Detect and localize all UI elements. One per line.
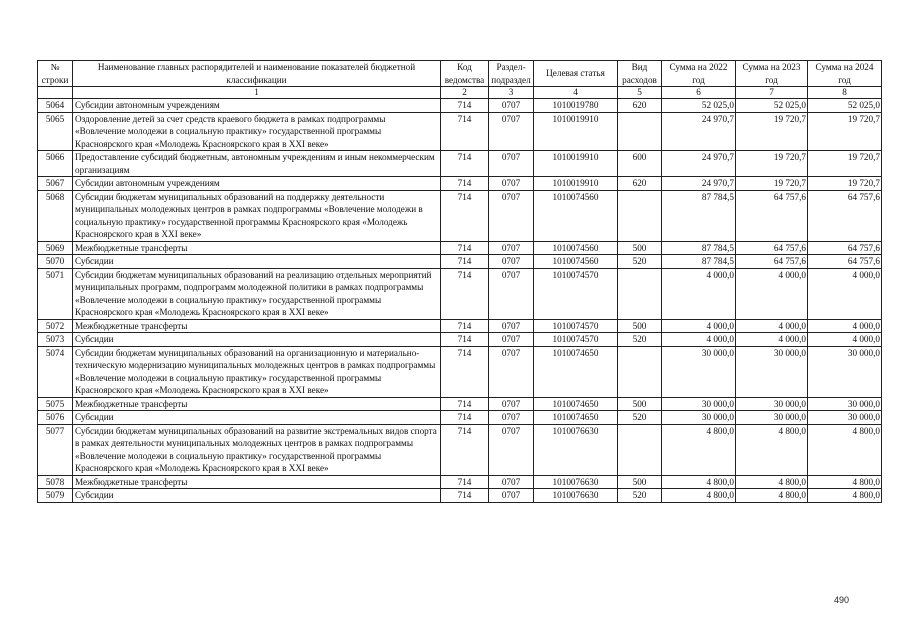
row-dept-code: 714: [441, 190, 489, 241]
table-row: [38, 112, 882, 151]
table-row: [38, 177, 882, 191]
row-expense-kind: 520: [618, 411, 662, 425]
column-index: 7: [736, 87, 808, 99]
row-dept-code: 714: [441, 241, 489, 255]
row-name: Межбюджетные трансферты: [73, 241, 441, 255]
row-amount-2024: 4 800,0: [808, 489, 882, 503]
row-amount-2024: 4 000,0: [808, 319, 882, 333]
table-row: [38, 255, 882, 269]
row-amount-2022: 4 000,0: [662, 268, 736, 319]
row-amount-2022: 87 784,5: [662, 255, 736, 269]
row-expense-kind: [618, 190, 662, 241]
row-amount-2023: 4 800,0: [736, 489, 808, 503]
row-number: 5076: [38, 411, 73, 425]
row-section-code: 0707: [489, 424, 534, 475]
row-amount-2024: 4 800,0: [808, 424, 882, 475]
column-index-row: [38, 87, 882, 99]
row-dept-code: 714: [441, 475, 489, 489]
row-number: 5064: [38, 99, 73, 113]
row-target-article: 1010074650: [534, 411, 618, 425]
row-amount-2023: 19 720,7: [736, 177, 808, 191]
budget-table-sheet: [37, 60, 881, 503]
row-number: 5075: [38, 397, 73, 411]
row-target-article: 1010074650: [534, 397, 618, 411]
row-number: 5074: [38, 346, 73, 397]
row-amount-2023: 64 757,6: [736, 241, 808, 255]
table-row: [38, 268, 882, 319]
row-number: 5069: [38, 241, 73, 255]
row-amount-2022: 30 000,0: [662, 346, 736, 397]
row-dept-code: 714: [441, 255, 489, 269]
row-amount-2022: 4 000,0: [662, 333, 736, 347]
row-number: 5072: [38, 319, 73, 333]
row-amount-2024: 4 000,0: [808, 333, 882, 347]
row-target-article: 1010074560: [534, 241, 618, 255]
row-target-article: 1010076630: [534, 424, 618, 475]
row-number: 5071: [38, 268, 73, 319]
row-target-article: 1010019780: [534, 99, 618, 113]
row-section-code: 0707: [489, 333, 534, 347]
row-amount-2022: 30 000,0: [662, 411, 736, 425]
row-name: Межбюджетные трансферты: [73, 319, 441, 333]
column-index: 8: [808, 87, 882, 99]
row-section-code: 0707: [489, 112, 534, 151]
row-number: 5068: [38, 190, 73, 241]
row-amount-2022: 87 784,5: [662, 190, 736, 241]
row-amount-2024: 30 000,0: [808, 411, 882, 425]
row-name: Предоставление субсидий бюджетным, автономным учреждениям и иным некоммерческим организациям: [73, 151, 441, 177]
row-dept-code: 714: [441, 177, 489, 191]
row-amount-2022: 24 970,7: [662, 177, 736, 191]
row-section-code: 0707: [489, 190, 534, 241]
row-expense-kind: [618, 346, 662, 397]
row-number: 5077: [38, 424, 73, 475]
row-amount-2023: 30 000,0: [736, 346, 808, 397]
table-body: [38, 99, 882, 503]
row-amount-2022: 24 970,7: [662, 151, 736, 177]
row-dept-code: 714: [441, 489, 489, 503]
row-target-article: 1010074650: [534, 346, 618, 397]
column-index: 4: [534, 87, 618, 99]
row-amount-2023: 4 800,0: [736, 424, 808, 475]
row-amount-2024: 52 025,0: [808, 99, 882, 113]
table-row: [38, 346, 882, 397]
row-dept-code: 714: [441, 424, 489, 475]
table-row: [38, 333, 882, 347]
row-target-article: 1010019910: [534, 177, 618, 191]
row-number: 5078: [38, 475, 73, 489]
row-amount-2024: 4 000,0: [808, 268, 882, 319]
row-section-code: 0707: [489, 241, 534, 255]
row-amount-2024: 64 757,6: [808, 241, 882, 255]
row-amount-2024: 64 757,6: [808, 190, 882, 241]
row-name: Субсидии автономным учреждениям: [73, 177, 441, 191]
row-expense-kind: 620: [618, 177, 662, 191]
row-dept-code: 714: [441, 268, 489, 319]
row-expense-kind: 500: [618, 397, 662, 411]
row-section-code: 0707: [489, 319, 534, 333]
row-expense-kind: 520: [618, 333, 662, 347]
table-row: [38, 475, 882, 489]
table-row: [38, 151, 882, 177]
column-index: 6: [662, 87, 736, 99]
row-section-code: 0707: [489, 99, 534, 113]
column-index: 5: [618, 87, 662, 99]
row-name: Субсидии: [73, 489, 441, 503]
row-name: Субсидии бюджетам муниципальных образований на развитие экстремальных видов спорта в рамках деятельности муниципальных молодежных центров в рамках подпрограммы «Вовлечение молодежи в социальную практику» государственной программы Красноярского края «Молодежь Красноярского края в XXI веке»: [73, 424, 441, 475]
header-dept: Код ведомства: [441, 61, 489, 87]
row-name: Субсидии бюджетам муниципальных образований на реализацию отдельных мероприятий муниципальных программ, подпрограмм молодежной политики в рамках подпрограммы «Вовлечение молодежи в социальную практику» государственной программы Красноярского края «Молодежь Красноярского края в XXI веке»: [73, 268, 441, 319]
row-number: 5065: [38, 112, 73, 151]
row-amount-2023: 19 720,7: [736, 112, 808, 151]
row-dept-code: 714: [441, 99, 489, 113]
row-expense-kind: 520: [618, 489, 662, 503]
table-row: [38, 489, 882, 503]
row-name: Оздоровление детей за счет средств краевого бюджета в рамках подпрограммы «Вовлечение молодежи в социальную практику» государственной программы Красноярского края «Молодежь Красноярского края в XXI веке»: [73, 112, 441, 151]
row-amount-2022: 4 800,0: [662, 489, 736, 503]
row-amount-2022: 4 000,0: [662, 319, 736, 333]
row-target-article: 1010076630: [534, 489, 618, 503]
row-expense-kind: 500: [618, 319, 662, 333]
row-target-article: 1010019910: [534, 151, 618, 177]
row-amount-2022: 4 800,0: [662, 475, 736, 489]
row-amount-2023: 30 000,0: [736, 411, 808, 425]
row-amount-2024: 30 000,0: [808, 397, 882, 411]
row-target-article: 1010074570: [534, 319, 618, 333]
row-target-article: 1010019910: [534, 112, 618, 151]
row-amount-2024: 64 757,6: [808, 255, 882, 269]
table-row: [38, 190, 882, 241]
row-section-code: 0707: [489, 151, 534, 177]
row-section-code: 0707: [489, 255, 534, 269]
row-dept-code: 714: [441, 397, 489, 411]
header-kind: Вид расходов: [618, 61, 662, 87]
table-row: [38, 397, 882, 411]
row-amount-2023: 30 000,0: [736, 397, 808, 411]
row-dept-code: 714: [441, 346, 489, 397]
row-expense-kind: 500: [618, 475, 662, 489]
row-amount-2023: 4 000,0: [736, 333, 808, 347]
row-expense-kind: 600: [618, 151, 662, 177]
column-index: [38, 87, 73, 99]
row-amount-2022: 4 800,0: [662, 424, 736, 475]
budget-table: [37, 60, 882, 503]
row-number: 5066: [38, 151, 73, 177]
row-dept-code: 714: [441, 411, 489, 425]
table-row: [38, 424, 882, 475]
row-section-code: 0707: [489, 489, 534, 503]
row-section-code: 0707: [489, 411, 534, 425]
row-amount-2023: 19 720,7: [736, 151, 808, 177]
row-amount-2023: 64 757,6: [736, 255, 808, 269]
table-row: [38, 99, 882, 113]
row-amount-2022: 24 970,7: [662, 112, 736, 151]
row-name: Субсидии автономным учреждениям: [73, 99, 441, 113]
row-name: Субсидии бюджетам муниципальных образований на поддержку деятельности муниципальных молодежных центров в рамках подпрограммы «Вовлечение молодежи в социальную практику» государственной программы Красноярского края «Молодежь Красноярского края в XXI веке»: [73, 190, 441, 241]
column-index: 2: [441, 87, 489, 99]
row-expense-kind: 520: [618, 255, 662, 269]
column-index: 1: [73, 87, 441, 99]
header-section: Раздел-подраздел: [489, 61, 534, 87]
table-row: [38, 411, 882, 425]
row-amount-2024: 19 720,7: [808, 112, 882, 151]
row-section-code: 0707: [489, 268, 534, 319]
row-amount-2022: 52 025,0: [662, 99, 736, 113]
row-expense-kind: [618, 424, 662, 475]
row-target-article: 1010074560: [534, 255, 618, 269]
row-number: 5067: [38, 177, 73, 191]
row-expense-kind: [618, 268, 662, 319]
row-amount-2024: 19 720,7: [808, 151, 882, 177]
row-name: Субсидии: [73, 255, 441, 269]
row-amount-2024: 19 720,7: [808, 177, 882, 191]
row-name: Межбюджетные трансферты: [73, 397, 441, 411]
header-row: [38, 61, 882, 87]
row-dept-code: 714: [441, 333, 489, 347]
row-name: Субсидии: [73, 333, 441, 347]
row-section-code: 0707: [489, 346, 534, 397]
row-amount-2024: 4 800,0: [808, 475, 882, 489]
header-y2022: Сумма на 2022 год: [662, 61, 736, 87]
row-number: 5079: [38, 489, 73, 503]
row-section-code: 0707: [489, 177, 534, 191]
row-target-article: 1010076630: [534, 475, 618, 489]
header-y2023: Сумма на 2023 год: [736, 61, 808, 87]
row-dept-code: 714: [441, 319, 489, 333]
row-expense-kind: 620: [618, 99, 662, 113]
header-target: Целевая статья: [534, 61, 618, 87]
header-name: Наименование главных распорядителей и наименование показателей бюджетной классификации: [73, 61, 441, 87]
row-dept-code: 714: [441, 112, 489, 151]
header-num: № строки: [38, 61, 73, 87]
row-number: 5073: [38, 333, 73, 347]
row-amount-2024: 30 000,0: [808, 346, 882, 397]
row-amount-2022: 30 000,0: [662, 397, 736, 411]
row-section-code: 0707: [489, 475, 534, 489]
row-amount-2023: 4 800,0: [736, 475, 808, 489]
row-expense-kind: [618, 112, 662, 151]
row-amount-2022: 87 784,5: [662, 241, 736, 255]
row-amount-2023: 64 757,6: [736, 190, 808, 241]
row-amount-2023: 52 025,0: [736, 99, 808, 113]
page-number: 490: [833, 595, 849, 605]
header-y2024: Сумма на 2024 год: [808, 61, 882, 87]
row-target-article: 1010074560: [534, 190, 618, 241]
row-dept-code: 714: [441, 151, 489, 177]
table-row: [38, 319, 882, 333]
row-section-code: 0707: [489, 397, 534, 411]
row-expense-kind: 500: [618, 241, 662, 255]
row-name: Субсидии: [73, 411, 441, 425]
row-name: Субсидии бюджетам муниципальных образований на организационную и материально-техническую модернизацию муниципальных молодежных центров в рамках подпрограммы «Вовлечение молодежи в социальную практику» государственной программы Красноярского края «Молодежь Красноярского края в XXI веке»: [73, 346, 441, 397]
row-amount-2023: 4 000,0: [736, 319, 808, 333]
column-index: 3: [489, 87, 534, 99]
table-row: [38, 241, 882, 255]
row-number: 5070: [38, 255, 73, 269]
row-amount-2023: 4 000,0: [736, 268, 808, 319]
row-name: Межбюджетные трансферты: [73, 475, 441, 489]
row-target-article: 1010074570: [534, 268, 618, 319]
row-target-article: 1010074570: [534, 333, 618, 347]
